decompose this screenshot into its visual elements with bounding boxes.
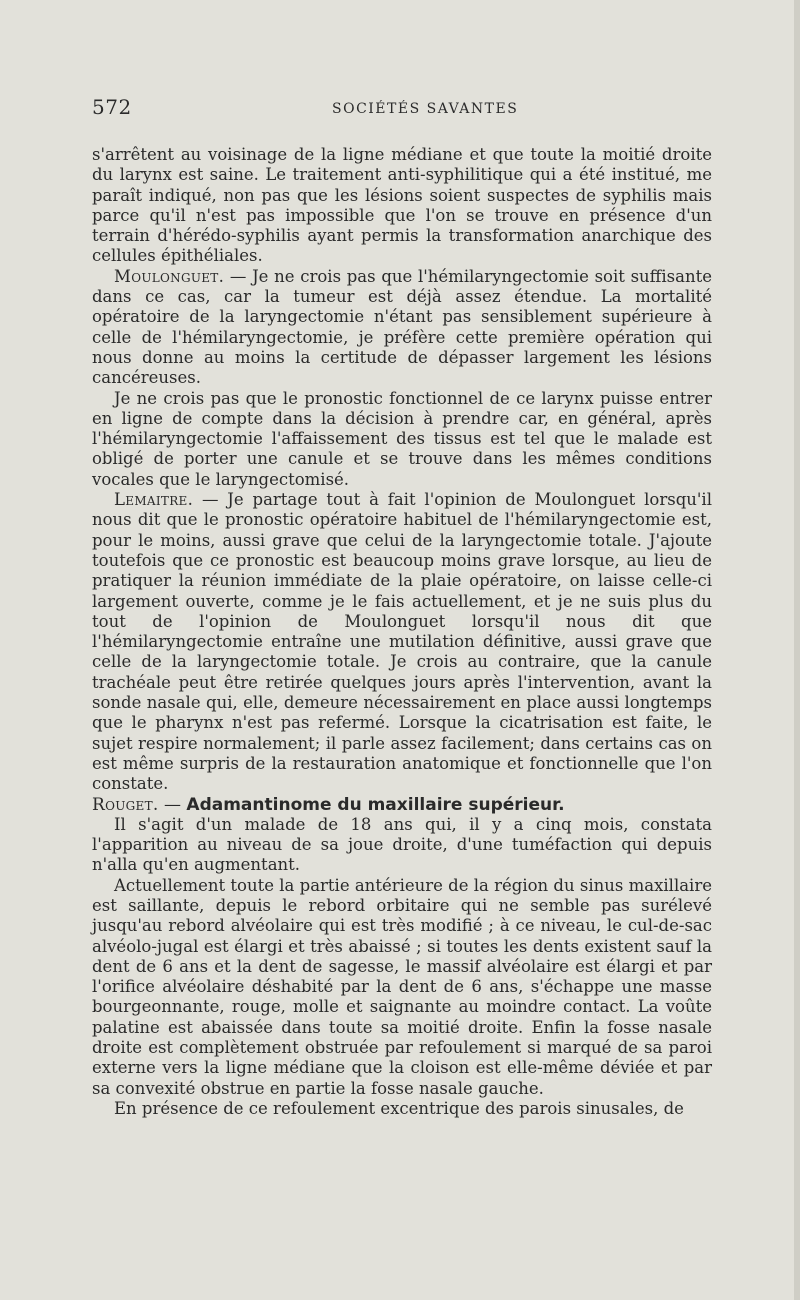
speaker-text: — Je partage tout à fait l'opinion de Moulonguet lorsqu'il nous dit que le pronostic opératoire habituel de l'hémilaryngectomie est, pour le moins, aussi grave que celui de la laryngectomie totale. J'ajoute toutefois que ce pronostic est beaucoup moins grave lorsque, au lieu de pratiquer la réunion immédiate de la plaie opératoire, on laisse celle-ci largement ouverte, comme je le fais actuellement, et je ne suis plus du tout de l'opinion de Moulonguet lorsqu'il nous dit que l'hémilaryngectomie entraîne une mutilation définitive, aussi grave que celle de la laryngectomie totale. Je crois au contraire, que la canule trachéale peut être retirée quelques jours après l'intervention, avant la sonde nasale qui, elle, demeure nécessairement en place aussi longtemps que le pharynx n'est pas refermé. Lorsque la cicatrisation est faite, le sujet respire normalement; il parle assez facilement; dans certains cas on est même surpris de la restauration anatomique et fonctionnelle que l'on constate. bbox=[92, 490, 712, 794]
running-title: SOCIÉTÉS SAVANTES bbox=[332, 101, 519, 117]
heading-dash: — bbox=[158, 794, 187, 815]
speaker-name: Lemaitre. bbox=[114, 490, 194, 510]
paragraph: Actuellement toute la partie antérieure de la région du sinus maxillaire est saillante, depuis le rebord orbitaire qui ne semble pas surélevé jusqu'au rebord alvéolaire qui est très modifié ; à ce niveau, le cul-de-sac alvéolo-jugal est élargi et très abaissé ; si toutes les dents existent sauf la dent de 6 ans et la dent de sagesse, le massif alvéolaire est élargi et par l'orifice alvéolaire déshabité par la dent de 6 ans, s'échappe une masse bourgeonnante, rouge, molle et saignante au moindre contact. La voûte palatine est abaissée dans toute sa moitié droite. Enfin la fosse nasale droite est complètement obstruée par refoulement si marqué de sa paroi externe vers la ligne médiane que la cloison est elle-même déviée et par sa convexité obstrue en partie la fosse nasale gauche. bbox=[92, 875, 712, 1098]
speaker-name: Moulonguet. bbox=[114, 266, 225, 286]
body-text bbox=[92, 145, 712, 1119]
section-heading bbox=[92, 795, 712, 815]
paragraph: s'arrêtent au voisinage de la ligne médiane et que toute la moitié droite du larynx est saine. Le traitement anti-syphilitique qui a été institué, me paraît indiqué, non pas que les lésions soient suspectes de syphilis mais parce qu'il n'est pas impossible que l'on se trouve en présence d'un terrain d'hérédo-syphilis ayant permis la transformation anarchique des cellules épithéliales. bbox=[92, 145, 712, 266]
page-edge-shadow bbox=[794, 0, 800, 1300]
paragraph: En présence de ce refoulement excentrique des parois sinusales, de bbox=[114, 1098, 684, 1118]
page-header bbox=[92, 95, 710, 123]
speaker-text: — Je ne crois pas que l'hémilaryngectomie soit suffisante dans ce cas, car la tumeur est déjà assez étendue. La mortalité opératoire de la laryngectomie n'étant pas sensiblement supérieure à celle de l'hémilaryngectomie, je préfère cette première opération qui nous donne au moins la certitude de dépasser largement les lésions cancéreuses. bbox=[92, 266, 712, 388]
paragraph: Je ne crois pas que le pronostic fonctionnel de ce larynx puisse entrer en ligne de compte dans la décision à prendre car, en général, après l'hémilaryngectomie l'affaissement des tissus est tel que le malade est obligé de porter une canule et se trouve dans les mêmes conditions vocales que le laryngectomisé. bbox=[92, 388, 712, 489]
page-number: 572 bbox=[92, 95, 132, 119]
paragraph-moulonguet bbox=[92, 267, 712, 389]
paragraph-lemaitre bbox=[92, 490, 712, 794]
paragraph: Il s'agit d'un malade de 18 ans qui, il y a cinq mois, constata l'apparition au niveau de sa joue droite, d'une tuméfaction qui depuis n'alla qu'en augmentant. bbox=[92, 814, 712, 875]
heading-author: Rouget. bbox=[92, 794, 159, 815]
heading-title: Adamantinome du maxillaire supérieur. bbox=[186, 794, 565, 815]
